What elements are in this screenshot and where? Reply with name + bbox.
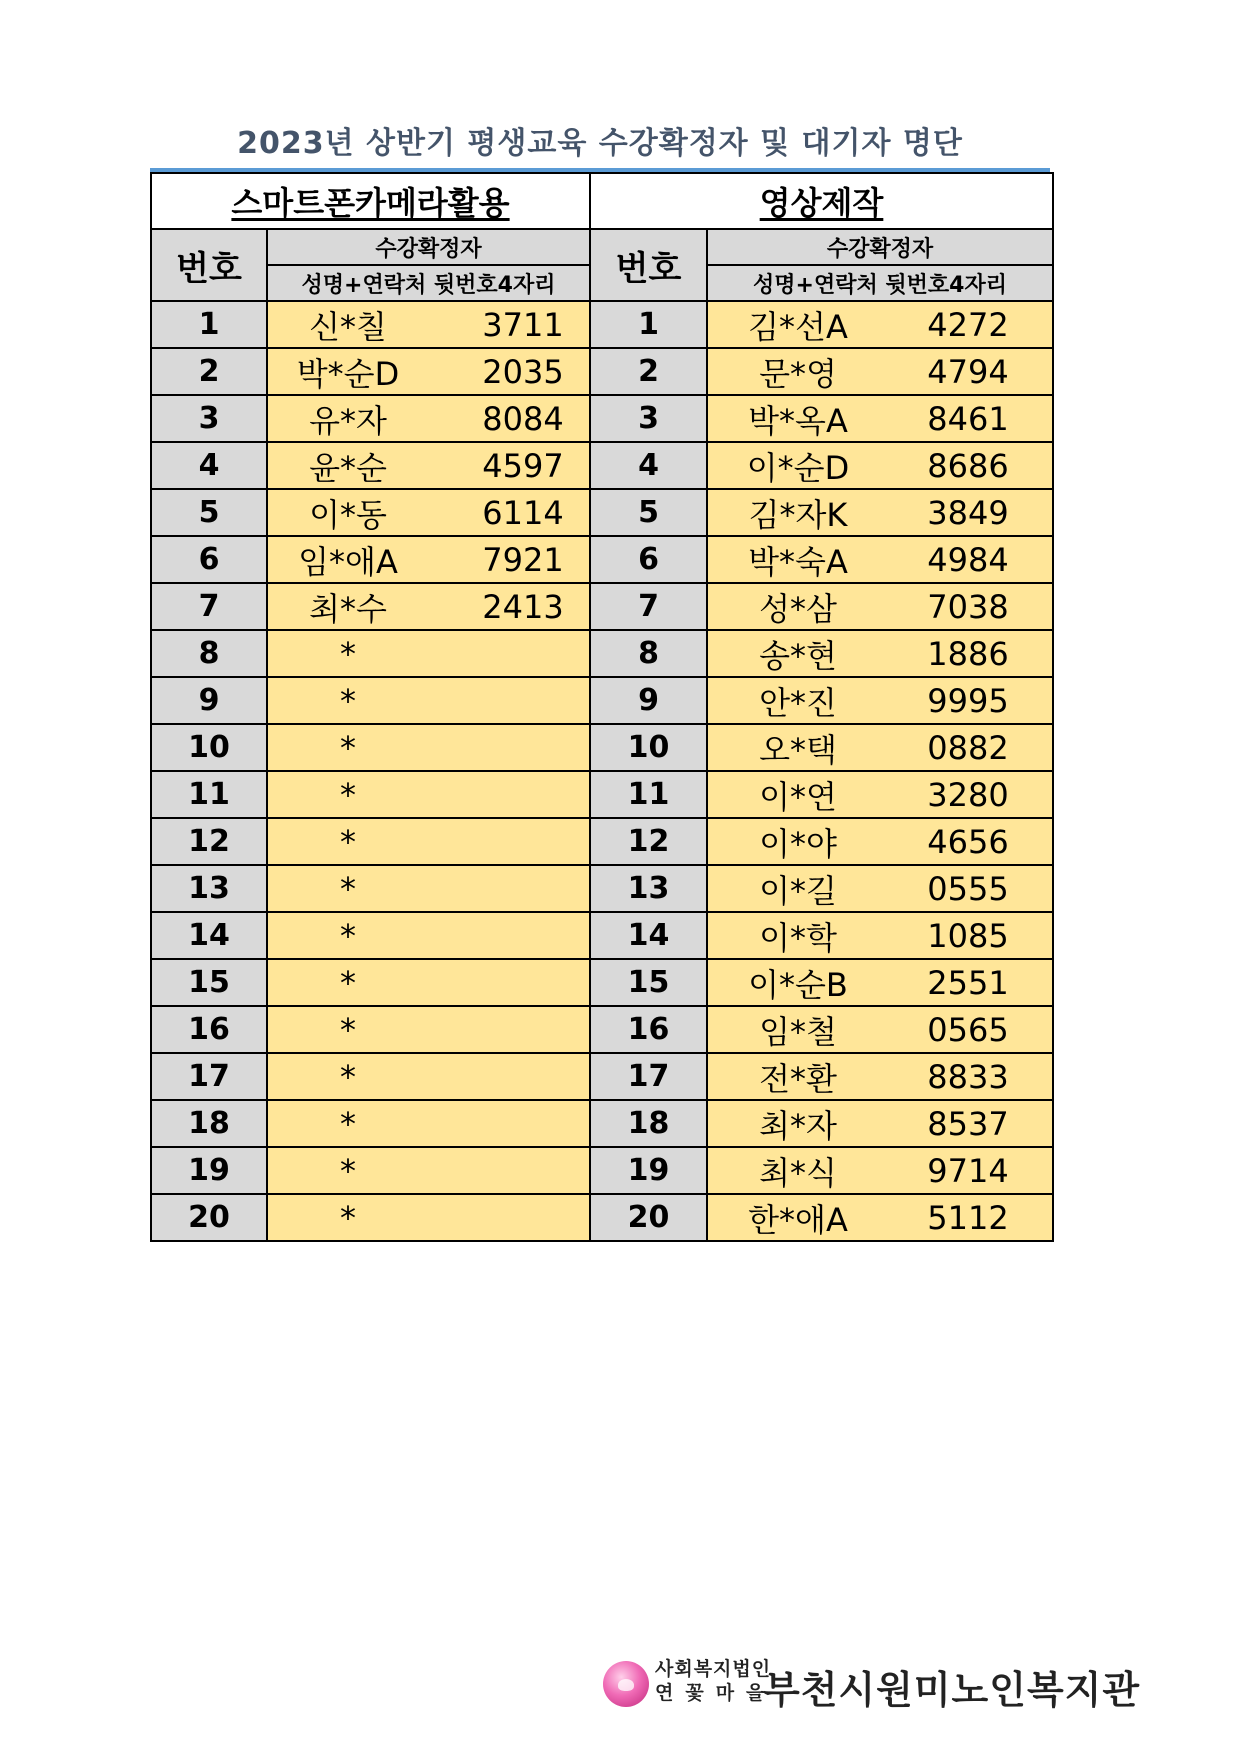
entry-name: 윤*순 — [309, 448, 387, 487]
entry-phone-last4: 1886 — [927, 634, 1009, 673]
entry-cell — [267, 912, 590, 959]
entry-name: 이*학 — [759, 918, 837, 957]
entry-phone-last4: 4272 — [927, 305, 1009, 344]
entry-name: 최*자 — [759, 1106, 837, 1145]
entry-cell — [267, 724, 590, 771]
entry-name: * — [340, 1151, 356, 1190]
table-row — [151, 959, 1053, 1006]
entry-cell — [267, 583, 590, 630]
entry-name: 이*순D — [746, 448, 850, 487]
entry-name: 박*숙A — [748, 542, 848, 581]
entry-name: * — [340, 681, 356, 720]
row-number: 9 — [590, 677, 707, 724]
name-phone-header-right: 성명+연락처 뒷번호4자리 — [707, 265, 1053, 301]
row-number: 9 — [151, 677, 267, 724]
entry-name: * — [340, 1010, 356, 1049]
entry-cell — [707, 677, 1053, 724]
row-number: 8 — [590, 630, 707, 677]
table-row — [151, 724, 1053, 771]
table-row — [151, 630, 1053, 677]
entry-cell — [707, 630, 1053, 677]
entry-cell — [267, 442, 590, 489]
entry-cell — [267, 1194, 590, 1241]
entry-cell — [707, 1194, 1053, 1241]
entry-cell — [707, 583, 1053, 630]
entry-cell — [707, 912, 1053, 959]
entry-name: 이*순B — [748, 965, 848, 1004]
entry-name: 김*자K — [748, 495, 848, 534]
entry-phone-last4: 9995 — [927, 681, 1009, 720]
entry-name: 김*선A — [748, 307, 848, 346]
row-number: 11 — [590, 771, 707, 818]
entry-name: * — [340, 728, 356, 767]
entry-name: 박*옥A — [748, 401, 848, 440]
entry-cell — [707, 489, 1053, 536]
entry-name: 박*순D — [296, 354, 400, 393]
row-number: 5 — [590, 489, 707, 536]
entry-cell — [707, 818, 1053, 865]
entry-phone-last4: 3711 — [482, 305, 564, 344]
entry-phone-last4: 5112 — [927, 1198, 1009, 1237]
entry-cell — [707, 1100, 1053, 1147]
entry-cell — [267, 771, 590, 818]
entry-cell — [707, 1006, 1053, 1053]
entry-cell — [707, 536, 1053, 583]
entry-name: 임*철 — [759, 1012, 837, 1051]
row-number: 16 — [590, 1006, 707, 1053]
row-number: 3 — [590, 395, 707, 442]
entry-name: 안*진 — [759, 683, 837, 722]
row-number: 20 — [151, 1194, 267, 1241]
row-number: 14 — [590, 912, 707, 959]
table-row — [151, 818, 1053, 865]
table-row — [151, 1006, 1053, 1053]
entry-cell — [267, 1100, 590, 1147]
entry-name: 이*길 — [759, 871, 837, 910]
entry-phone-last4: 4984 — [927, 540, 1009, 579]
entry-cell — [267, 630, 590, 677]
entry-name: 최*식 — [759, 1153, 837, 1192]
entry-name: * — [340, 634, 356, 673]
entry-cell — [267, 1147, 590, 1194]
entry-cell — [707, 1147, 1053, 1194]
course-header-right — [590, 173, 1053, 229]
table-row — [151, 912, 1053, 959]
entry-name: 최*수 — [309, 589, 387, 628]
entry-cell — [267, 395, 590, 442]
roster-table — [150, 172, 1054, 1242]
name-phone-header-left: 성명+연락처 뒷번호4자리 — [267, 265, 590, 301]
entry-phone-last4: 0555 — [927, 869, 1009, 908]
entry-name: 신*칠 — [309, 307, 387, 346]
entry-phone-last4: 8833 — [927, 1057, 1009, 1096]
entry-name: 임*애A — [298, 542, 398, 581]
entry-cell — [707, 395, 1053, 442]
entry-name: * — [340, 869, 356, 908]
row-number: 5 — [151, 489, 267, 536]
table-row — [151, 583, 1053, 630]
confirmed-header-left: 수강확정자 — [267, 229, 590, 265]
row-number: 10 — [590, 724, 707, 771]
row-number: 20 — [590, 1194, 707, 1241]
entry-cell — [267, 536, 590, 583]
entry-name: * — [340, 1198, 356, 1237]
row-number: 10 — [151, 724, 267, 771]
table-row — [151, 1194, 1053, 1241]
row-number: 12 — [590, 818, 707, 865]
table-row — [151, 442, 1053, 489]
entry-cell — [707, 301, 1053, 348]
number-header-right: 번호 — [590, 229, 707, 301]
row-number: 8 — [151, 630, 267, 677]
table-row — [151, 489, 1053, 536]
row-number: 18 — [590, 1100, 707, 1147]
entry-phone-last4: 0565 — [927, 1010, 1009, 1049]
entry-cell — [707, 724, 1053, 771]
confirmed-header-right: 수강확정자 — [707, 229, 1053, 265]
row-number: 1 — [590, 301, 707, 348]
entry-phone-last4: 9714 — [927, 1151, 1009, 1190]
row-number: 19 — [590, 1147, 707, 1194]
entry-name: 전*환 — [759, 1059, 837, 1098]
entry-name: 이*동 — [309, 495, 387, 534]
course-name-left: 스마트폰카메라활용 — [231, 184, 510, 222]
entry-name: * — [340, 822, 356, 861]
entry-name: 오*택 — [759, 730, 837, 769]
row-number: 7 — [151, 583, 267, 630]
entry-cell — [267, 818, 590, 865]
entry-cell — [707, 959, 1053, 1006]
table-row — [151, 865, 1053, 912]
entry-phone-last4: 8084 — [482, 399, 564, 438]
entry-name: 유*자 — [309, 401, 387, 440]
lotus-logo-icon — [603, 1661, 649, 1707]
entry-phone-last4: 1085 — [927, 916, 1009, 955]
row-number: 4 — [151, 442, 267, 489]
page-title: 2023년 상반기 평생교육 수강확정자 및 대기자 명단 — [237, 126, 963, 161]
organization-logo — [603, 1655, 1141, 1712]
entry-cell — [707, 348, 1053, 395]
row-number: 2 — [151, 348, 267, 395]
row-number: 15 — [151, 959, 267, 1006]
logo-subtitle — [655, 1657, 776, 1705]
entry-phone-last4: 3849 — [927, 493, 1009, 532]
entry-cell — [267, 959, 590, 1006]
row-number: 15 — [590, 959, 707, 1006]
row-number: 14 — [151, 912, 267, 959]
entry-phone-last4: 3280 — [927, 775, 1009, 814]
entry-name: * — [340, 963, 356, 1002]
entry-name: * — [340, 916, 356, 955]
row-number: 1 — [151, 301, 267, 348]
entry-cell — [707, 771, 1053, 818]
entry-phone-last4: 4656 — [927, 822, 1009, 861]
row-number: 11 — [151, 771, 267, 818]
entry-phone-last4: 0882 — [927, 728, 1009, 767]
logo-line2: 연꽃마을 — [655, 1682, 777, 1704]
row-number: 17 — [590, 1053, 707, 1100]
entry-phone-last4: 2413 — [482, 587, 564, 626]
entry-phone-last4: 7921 — [482, 540, 564, 579]
entry-phone-last4: 4597 — [482, 446, 564, 485]
entry-name: 송*현 — [759, 636, 837, 675]
entry-name: * — [340, 1057, 356, 1096]
entry-cell — [267, 301, 590, 348]
entry-phone-last4: 2035 — [482, 352, 564, 391]
entry-name: * — [340, 775, 356, 814]
entry-name: 이*연 — [759, 777, 837, 816]
logo-line1: 사회복지법인 — [655, 1658, 772, 1680]
table-row — [151, 771, 1053, 818]
course-header-left — [151, 173, 590, 229]
entry-name: 성*삼 — [759, 589, 837, 628]
entry-cell — [267, 489, 590, 536]
row-number: 3 — [151, 395, 267, 442]
entry-name: * — [340, 1104, 356, 1143]
row-number: 7 — [590, 583, 707, 630]
number-header-left: 번호 — [151, 229, 267, 301]
row-number: 12 — [151, 818, 267, 865]
table-row — [151, 348, 1053, 395]
table-row — [151, 1100, 1053, 1147]
entry-cell — [707, 442, 1053, 489]
row-number: 13 — [151, 865, 267, 912]
row-number: 17 — [151, 1053, 267, 1100]
entry-cell — [707, 1053, 1053, 1100]
entry-cell — [267, 1006, 590, 1053]
entry-phone-last4: 2551 — [927, 963, 1009, 1002]
row-number: 18 — [151, 1100, 267, 1147]
row-number: 19 — [151, 1147, 267, 1194]
entry-name: 문*영 — [759, 354, 837, 393]
entry-cell — [707, 865, 1053, 912]
table-row — [151, 677, 1053, 724]
table-row — [151, 1053, 1053, 1100]
row-number: 13 — [590, 865, 707, 912]
table-row — [151, 301, 1053, 348]
table-row — [151, 395, 1053, 442]
entry-cell — [267, 1053, 590, 1100]
entry-phone-last4: 8461 — [927, 399, 1009, 438]
entry-cell — [267, 348, 590, 395]
row-number: 6 — [590, 536, 707, 583]
entry-name: 이*야 — [759, 824, 837, 863]
table-row — [151, 536, 1053, 583]
row-number: 2 — [590, 348, 707, 395]
entry-phone-last4: 6114 — [482, 493, 564, 532]
row-number: 6 — [151, 536, 267, 583]
entry-phone-last4: 8686 — [927, 446, 1009, 485]
entry-phone-last4: 8537 — [927, 1104, 1009, 1143]
course-name-right: 영상제작 — [759, 184, 884, 222]
entry-cell — [267, 677, 590, 724]
row-number: 16 — [151, 1006, 267, 1053]
entry-cell — [267, 865, 590, 912]
entry-phone-last4: 7038 — [927, 587, 1009, 626]
logo-organization-name: 부천시원미노인복지관 — [763, 1668, 1141, 1712]
row-number: 4 — [590, 442, 707, 489]
table-row — [151, 1147, 1053, 1194]
entry-name: 한*애A — [748, 1200, 848, 1239]
entry-phone-last4: 4794 — [927, 352, 1009, 391]
